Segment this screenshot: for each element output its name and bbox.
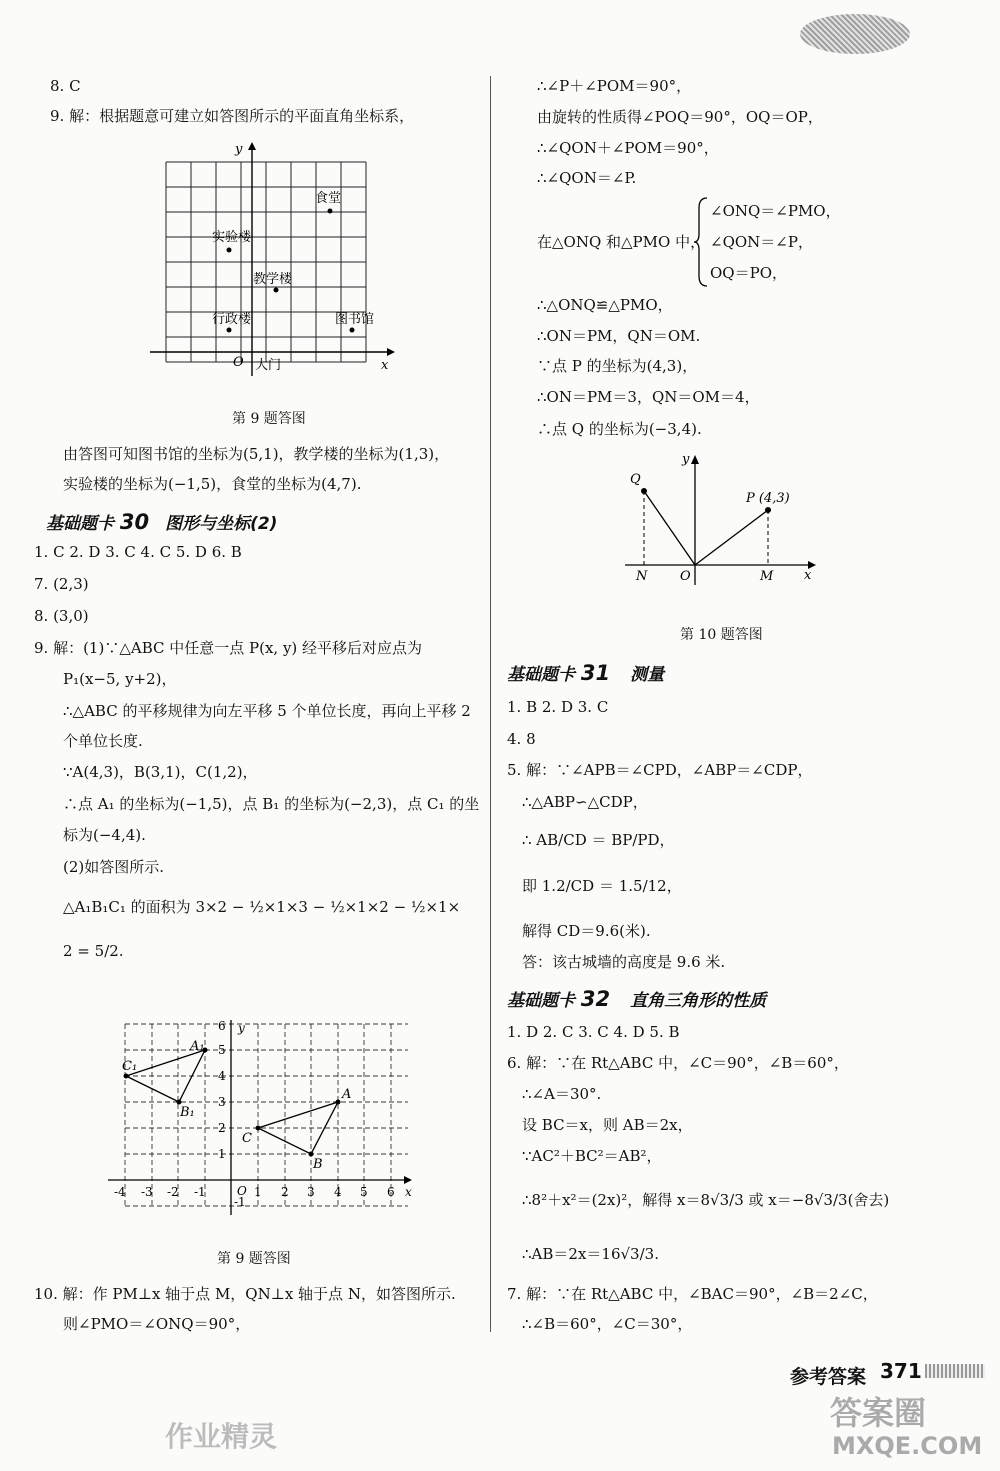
- point-a1-label: A₁: [190, 1039, 205, 1054]
- admin-building-label: 行政楼: [212, 312, 252, 327]
- gate-label: 大门: [255, 358, 282, 373]
- footer-decoration: [925, 1364, 985, 1378]
- x-axis-label: x: [405, 1185, 412, 1199]
- proof-line-1: ∴∠P＋∠POM＝90°，: [537, 77, 692, 95]
- card-30-number: 30: [119, 510, 150, 534]
- figure-9-caption: 第 9 题答图: [232, 411, 306, 427]
- card30-answer-9-line6: ∴点 A₁ 的坐标为(−1,5)，点 B₁ 的坐标为(−2,3)，点 C₁ 的坐: [63, 795, 480, 813]
- card31-answer-5-line5: 解得 CD＝9.6(米).: [522, 922, 651, 940]
- card30-answer-9-line7: 标为(−4,4).: [63, 826, 146, 844]
- card30-answer-9-line1: 9. 解：(1)∵△ABC 中任意一点 P(x, y) 经平移后对应点为: [34, 639, 423, 657]
- x-axis-label: x: [381, 358, 389, 373]
- card-30-prefix: 基础题卡: [46, 514, 114, 534]
- origin-label: O: [680, 569, 691, 584]
- card30-answer-10-line2: 则∠PMO＝∠ONQ＝90°，: [63, 1315, 251, 1333]
- y-axis-label: y: [238, 1021, 245, 1035]
- card30-answer-9-line3: ∴△ABC 的平移规律为向左平移 5 个单位长度，再向上平移 2: [63, 702, 471, 720]
- point-b-label: B: [313, 1157, 323, 1172]
- card-31-number: 31: [580, 661, 611, 685]
- card31-answer-5-line3: ∴ AB/CD ＝ BP/PD，: [522, 831, 675, 849]
- origin-label: O: [233, 355, 244, 370]
- x-tick-label: -1: [194, 1185, 206, 1199]
- card31-answer-5-line6: 答：该古城墙的高度是 9.6 米.: [522, 953, 726, 971]
- card31-answer-5-line4: 即 1.2/CD ＝ 1.5/12，: [522, 877, 682, 895]
- point-q-label: Q: [630, 472, 641, 487]
- point-m-label: M: [760, 569, 774, 584]
- card32-answer-6-line5: ∴8²＋x²＝(2x)²，解得 x＝8√3/3 或 x＝−8√3/3(舍去): [522, 1191, 890, 1209]
- card30-answer-9-line10: 2 = 5/2.: [63, 942, 124, 960]
- card-30-title: 图形与坐标(2): [165, 514, 278, 534]
- brace-icon: [693, 196, 709, 288]
- proof-line-7: ∴ON＝PM，QN＝OM.: [537, 327, 701, 345]
- point-c1-label: C₁: [122, 1059, 138, 1074]
- origin-label: O: [237, 1184, 247, 1198]
- card30-answer-9-line8: (2)如答图所示.: [63, 858, 165, 876]
- library-label: 图书馆: [335, 312, 375, 327]
- y-tick-label: 3: [218, 1095, 226, 1109]
- proof-line-4: ∴∠QON＝∠P.: [537, 169, 637, 187]
- card-32-number: 32: [580, 987, 611, 1011]
- card30-answers-1-6: 1. C 2. D 3. C 4. C 5. D 6. B: [34, 543, 242, 561]
- answer-q9-conclusion-1: 由答图可知图书馆的坐标为(5,1)，教学楼的坐标为(1,3)，: [63, 445, 450, 463]
- card31-answer-4: 4. 8: [507, 730, 536, 748]
- y-tick-label: 5: [218, 1043, 226, 1057]
- corner-decoration: [800, 14, 910, 54]
- x-tick-label: 3: [307, 1185, 315, 1199]
- card32-answers-1-5: 1. D 2. C 3. C 4. D 5. B: [507, 1023, 680, 1041]
- x-tick-label: -3: [141, 1185, 153, 1199]
- card32-answer-7-line1: 7. 解：∵在 Rt△ABC 中，∠BAC＝90°，∠B＝2∠C，: [507, 1285, 878, 1303]
- card30-answer-9-line5: ∵A(4,3)，B(3,1)，C(1,2)，: [63, 763, 258, 781]
- answer-q8: 8. C: [50, 77, 81, 95]
- x-tick-label: -2: [167, 1185, 179, 1199]
- figure-9-translation-grid: [100, 1020, 420, 1230]
- point-p-label: P (4,3): [746, 491, 790, 506]
- card32-answer-6-line4: ∵AC²＋BC²＝AB²，: [522, 1147, 662, 1165]
- proof-system-cond-2: ∠QON＝∠P，: [710, 233, 813, 251]
- y-axis-label: y: [682, 452, 690, 467]
- figure-9-campus-grid: [145, 140, 400, 380]
- canteen-label: 食堂: [315, 191, 342, 206]
- card32-answer-7-line2: ∴∠B＝60°，∠C＝30°，: [522, 1315, 693, 1333]
- teaching-building-label: 教学楼: [253, 272, 293, 287]
- point-n-label: N: [636, 569, 648, 584]
- x-tick-label: 1: [254, 1185, 262, 1199]
- card31-answer-5-line2: ∴△ABP∽△CDP，: [522, 793, 648, 811]
- watermark-url: MXQE.COM: [832, 1432, 983, 1460]
- card-32-title: 直角三角形的性质: [630, 991, 767, 1011]
- proof-line-2: 由旋转的性质得∠POQ＝90°，OQ＝OP，: [537, 108, 823, 126]
- card30-answer-9-line9: △A₁B₁C₁ 的面积为 3×2 − ½×1×3 − ½×1×2 − ½×1×: [63, 898, 461, 916]
- proof-line-3: ∴∠QON＋∠POM＝90°，: [537, 139, 719, 157]
- point-b1-label: B₁: [180, 1105, 195, 1120]
- card32-answer-6-line2: ∴∠A＝30°.: [522, 1085, 602, 1103]
- proof-line-9: ∴ON＝PM＝3，QN＝OM＝4，: [537, 388, 760, 406]
- x-tick-label: -4: [114, 1185, 126, 1199]
- proof-line-6: ∴△ONQ≌△PMO，: [537, 296, 673, 314]
- page-number: 371: [880, 1359, 922, 1383]
- card31-answers-1-3: 1. B 2. D 3. C: [507, 698, 609, 716]
- figure-10-rotation: [620, 450, 825, 590]
- x-tick-label: 6: [387, 1185, 395, 1199]
- y-tick-label: -1: [234, 1195, 246, 1209]
- answer-q9-intro: 9. 解：根据题意可建立如答图所示的平面直角坐标系，: [50, 107, 415, 125]
- card32-answer-6-line1: 6. 解：∵在 Rt△ABC 中，∠C＝90°，∠B＝60°，: [507, 1054, 849, 1072]
- card30-answer-10-line1: 10. 解：作 PM⊥x 轴于点 M，QN⊥x 轴于点 N，如答图所示.: [34, 1285, 456, 1303]
- proof-line-8: ∵点 P 的坐标为(4,3)，: [537, 357, 698, 375]
- proof-line-10: ∴点 Q 的坐标为(−3,4).: [537, 420, 702, 438]
- card-31-title: 测量: [630, 665, 665, 685]
- card30-answer-9-line4: 个单位长度.: [63, 732, 143, 750]
- card-32-prefix: 基础题卡: [507, 991, 575, 1011]
- figure-10-caption: 第 10 题答图: [680, 627, 763, 643]
- card-31-prefix: 基础题卡: [507, 665, 575, 685]
- card30-answer-7: 7. (2,3): [34, 575, 89, 593]
- watermark-bottom-left: 作业精灵: [165, 1420, 278, 1453]
- lab-label: 实验楼: [212, 230, 252, 245]
- x-tick-label: 2: [281, 1185, 289, 1199]
- proof-system-cond-3: OQ＝PO，: [710, 264, 787, 282]
- x-tick-label: 5: [360, 1185, 368, 1199]
- card-30-heading: [46, 509, 277, 534]
- card30-answer-9-line2: P₁(x−5, y+2)，: [63, 670, 177, 688]
- card31-answer-5-line1: 5. 解：∵∠APB＝∠CPD，∠ABP＝∠CDP，: [507, 761, 813, 779]
- point-c-label: C: [242, 1131, 252, 1146]
- answer-q9-conclusion-2: 实验楼的坐标为(−1,5)，食堂的坐标为(4,7).: [63, 475, 362, 493]
- proof-system-intro: 在△ONQ 和△PMO 中，: [537, 233, 706, 251]
- card30-answer-8: 8. (3,0): [34, 607, 89, 625]
- proof-system-cond-1: ∠ONQ＝∠PMO，: [710, 202, 841, 220]
- figure-9b-caption: 第 9 题答图: [217, 1251, 291, 1267]
- watermark-logo: 答案圈: [830, 1394, 927, 1432]
- card-32-heading: [507, 986, 766, 1011]
- column-divider: [490, 76, 491, 1332]
- footer-label: 参考答案: [790, 1366, 867, 1388]
- card32-answer-6-line6: ∴AB＝2x＝16√3/3.: [522, 1245, 659, 1263]
- point-a-label: A: [342, 1087, 352, 1102]
- y-tick-label: 6: [218, 1020, 226, 1033]
- y-tick-label: 4: [218, 1069, 226, 1083]
- y-tick-label: 2: [218, 1121, 226, 1135]
- y-tick-label: 1: [218, 1147, 226, 1161]
- card-31-heading: [507, 660, 664, 685]
- x-tick-label: 4: [334, 1185, 342, 1199]
- y-axis-label: y: [235, 142, 243, 157]
- x-axis-label: x: [804, 568, 812, 583]
- card32-answer-6-line3: 设 BC＝x，则 AB＝2x，: [522, 1116, 693, 1134]
